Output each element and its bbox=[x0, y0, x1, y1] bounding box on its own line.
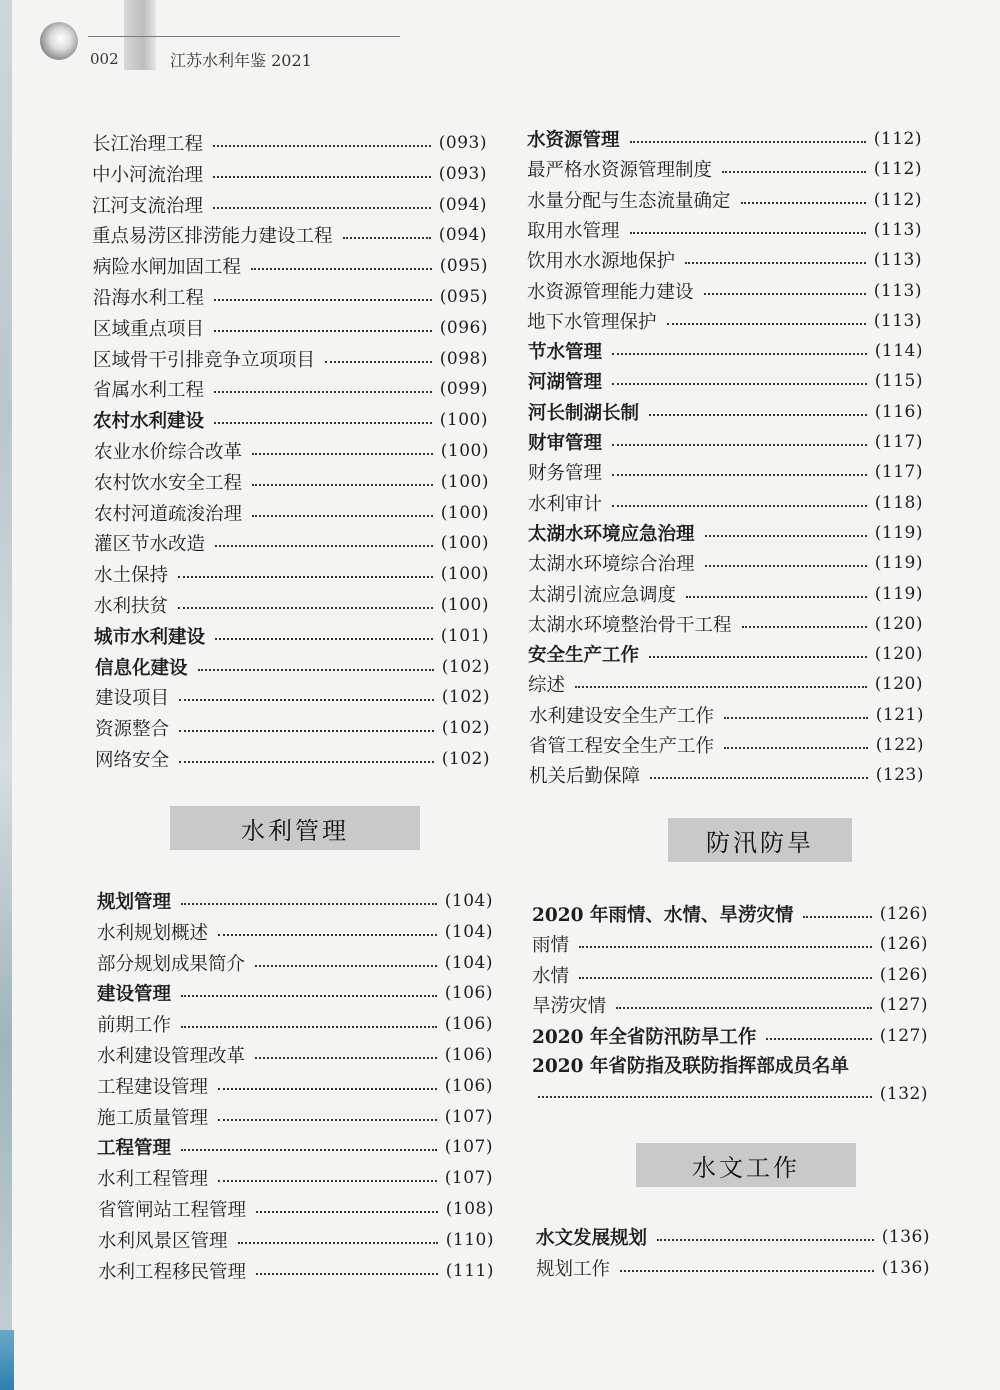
toc-leader-dots bbox=[179, 761, 434, 763]
toc-leader-dots bbox=[686, 596, 867, 598]
toc-entry bbox=[528, 397, 923, 427]
toc-entry-page: (120) bbox=[874, 674, 923, 695]
toc-entry bbox=[93, 282, 488, 312]
toc-entry bbox=[527, 245, 922, 275]
toc-leader-dots bbox=[705, 565, 867, 567]
toc-entry bbox=[95, 682, 490, 712]
toc-entry bbox=[95, 744, 490, 774]
toc-entry-page: (094) bbox=[438, 194, 487, 215]
toc-leader-dots bbox=[179, 730, 434, 732]
toc-leader-dots bbox=[178, 607, 433, 609]
toc-leader-dots bbox=[612, 444, 867, 446]
toc-entry-page: (126) bbox=[879, 934, 928, 955]
toc-entry-title: 资源整合 bbox=[95, 719, 170, 741]
toc-entry-page: (113) bbox=[873, 219, 922, 240]
toc-entry bbox=[95, 652, 490, 682]
toc-entry bbox=[94, 436, 489, 466]
toc-entry-title: 长江治理工程 bbox=[92, 134, 204, 155]
toc-entry bbox=[528, 609, 923, 639]
toc-leader-dots bbox=[213, 176, 431, 178]
toc-entry bbox=[527, 215, 922, 245]
toc-entry bbox=[528, 427, 923, 457]
toc-entry-title: 建设管理 bbox=[97, 984, 172, 1006]
toc-entry-title: 水资源管理 bbox=[527, 130, 620, 151]
toc-leader-dots bbox=[657, 1239, 874, 1241]
toc-entry-page: (101) bbox=[440, 625, 489, 646]
toc-entry-page: (106) bbox=[444, 1075, 493, 1096]
toc-entry-page: (113) bbox=[873, 250, 922, 271]
toc-entry bbox=[97, 1102, 493, 1132]
toc-entry-page: (106) bbox=[444, 1014, 493, 1035]
toc-entry-page: (120) bbox=[874, 613, 923, 634]
toc-entry bbox=[528, 336, 923, 366]
toc-entry-title: 水量分配与生态流量确定 bbox=[527, 190, 731, 212]
toc-entry bbox=[98, 1225, 494, 1255]
toc-entry-page: (115) bbox=[874, 371, 923, 392]
toc-entry-title: 病险水闸加固工程 bbox=[93, 257, 242, 279]
toc-entry-page: (123) bbox=[875, 765, 924, 786]
toc-entry bbox=[97, 886, 493, 916]
toc-entry-title: 农村河道疏浚治理 bbox=[94, 503, 243, 525]
toc-entry-title: 安全生产工作 bbox=[528, 645, 640, 667]
toc-entry bbox=[98, 1194, 494, 1224]
toc-entry-page: (100) bbox=[440, 533, 489, 554]
toc-leader-dots bbox=[685, 262, 866, 264]
toc-entry-title: 财审管理 bbox=[528, 433, 603, 454]
toc-leader-dots bbox=[215, 545, 433, 547]
toc-entry bbox=[536, 1253, 930, 1283]
toc-entry-page: (100) bbox=[440, 595, 489, 615]
toc-entry bbox=[92, 190, 487, 220]
toc-entry-title: 网络安全 bbox=[95, 750, 170, 771]
toc-leader-dots bbox=[649, 656, 867, 658]
toc-leader-dots bbox=[612, 474, 867, 476]
toc-leader-dots bbox=[579, 946, 872, 948]
toc-entry-title: 工程建设管理 bbox=[97, 1076, 209, 1098]
toc-leader-dots bbox=[616, 1007, 872, 1009]
toc-leader-dots bbox=[724, 747, 868, 749]
toc-entry-page: (113) bbox=[873, 310, 922, 331]
toc-entry-title: 中小河流治理 bbox=[92, 164, 204, 186]
toc-entry bbox=[532, 899, 928, 929]
toc-entry bbox=[536, 1222, 930, 1252]
header-decoration bbox=[124, 0, 156, 70]
toc-entry-title: 部分规划成果简介 bbox=[97, 953, 246, 975]
toc-entry bbox=[527, 276, 922, 306]
toc-entry bbox=[97, 1163, 493, 1193]
toc-leader-dots bbox=[213, 207, 431, 209]
toc-entry-title: 水利工程移民管理 bbox=[98, 1261, 247, 1283]
toc-leader-dots bbox=[742, 626, 867, 628]
toc-leader-dots bbox=[215, 638, 433, 640]
toc-leader-dots bbox=[325, 361, 432, 363]
toc-leader-dots bbox=[179, 699, 434, 701]
toc-entry bbox=[97, 948, 493, 978]
toc-entry-page: (100) bbox=[440, 564, 489, 585]
toc-entry-title: 水利扶贫 bbox=[94, 596, 169, 617]
toc-entry-page: (127) bbox=[879, 995, 928, 1016]
toc-entry-page: (126) bbox=[879, 904, 928, 924]
toc-entry bbox=[97, 1132, 493, 1162]
toc-entry bbox=[93, 251, 488, 281]
toc-leader-dots bbox=[214, 299, 432, 301]
toc-entry-title: 前期工作 bbox=[97, 1015, 172, 1037]
toc-leader-dots bbox=[252, 515, 433, 517]
toc-entry bbox=[93, 405, 488, 435]
toc-entry-page: (126) bbox=[879, 964, 928, 985]
toc-leader-dots bbox=[803, 916, 871, 918]
page-edge-accent bbox=[0, 1330, 14, 1390]
toc-entry bbox=[527, 124, 922, 154]
toc-entry-title: 水利风景区管理 bbox=[98, 1230, 228, 1252]
toc-leader-dots bbox=[181, 1149, 437, 1151]
toc-entry-title: 太湖水环境综合治理 bbox=[528, 554, 695, 576]
toc-entry bbox=[92, 128, 487, 158]
toc-entry-title: 水利建设管理改革 bbox=[97, 1046, 246, 1067]
toc-entry-title: 省属水利工程 bbox=[93, 380, 205, 402]
section-banner-water-management: 水利管理 bbox=[170, 806, 420, 850]
toc-entry-title: 重点易涝区排涝能力建设工程 bbox=[92, 226, 333, 248]
toc-entry-page: (104) bbox=[444, 921, 493, 942]
toc-entry bbox=[94, 559, 489, 589]
toc-entry-title: 施工质量管理 bbox=[97, 1107, 209, 1129]
toc-entry-page: (100) bbox=[440, 441, 489, 461]
toc-entry-page: (095) bbox=[439, 287, 488, 307]
toc-leader-dots bbox=[722, 171, 866, 173]
toc-entry-page: (107) bbox=[444, 1168, 493, 1189]
toc-leader-dots bbox=[741, 202, 866, 204]
toc-entry-continuation bbox=[538, 1079, 928, 1109]
toc-entry-page: (093) bbox=[438, 163, 487, 184]
toc-entry-page: (107) bbox=[444, 1137, 493, 1158]
toc-entry-page: (112) bbox=[873, 189, 922, 210]
toc-entry-page: (107) bbox=[444, 1106, 493, 1127]
toc-entry bbox=[98, 1256, 494, 1286]
toc-entry-title: 水文发展规划 bbox=[536, 1228, 648, 1249]
toc-entry bbox=[527, 154, 922, 184]
toc-entry-page: (122) bbox=[875, 735, 924, 755]
toc-entry-title: 太湖水环境应急治理 bbox=[528, 523, 695, 545]
toc-entry-page: (119) bbox=[874, 522, 923, 543]
toc-leader-dots bbox=[255, 965, 437, 967]
toc-leader-dots bbox=[213, 145, 431, 147]
toc-entry bbox=[528, 669, 923, 699]
toc-entry-title: 水利审计 bbox=[528, 493, 603, 515]
toc-leader-dots bbox=[724, 717, 868, 719]
toc-entry-page: (136) bbox=[881, 1227, 930, 1247]
toc-entry bbox=[528, 548, 923, 578]
toc-entry-page: (120) bbox=[874, 644, 923, 665]
toc-entry-title: 取用水管理 bbox=[527, 220, 620, 242]
toc-entry bbox=[529, 730, 924, 760]
toc-entry-page: (114) bbox=[874, 341, 923, 362]
toc-entry-title: 区域重点项目 bbox=[93, 318, 205, 340]
toc-entry bbox=[528, 579, 923, 609]
toc-entry-title: 最严格水资源管理制度 bbox=[527, 160, 713, 182]
toc-leader-dots bbox=[579, 977, 872, 979]
book-title: 江苏水利年鉴 2021 bbox=[170, 51, 312, 70]
toc-entry-title: 2020 年雨情、水情、旱涝灾情 bbox=[532, 905, 794, 926]
disc-logo-icon bbox=[40, 22, 78, 60]
toc-entry-title: 太湖引流应急调度 bbox=[528, 584, 677, 606]
toc-entry-title: 地下水管理保护 bbox=[527, 311, 657, 333]
toc-entry bbox=[94, 590, 489, 620]
toc-entry bbox=[97, 1040, 493, 1070]
toc-entry-title: 省管闸站工程管理 bbox=[98, 1200, 247, 1221]
toc-leader-dots bbox=[218, 1119, 437, 1121]
toc-leader-dots bbox=[575, 686, 867, 688]
toc-leader-dots bbox=[178, 576, 433, 578]
toc-entry-title: 旱涝灾情 bbox=[532, 996, 607, 1018]
toc-entry bbox=[532, 960, 928, 990]
toc-leader-dots bbox=[181, 903, 437, 905]
toc-entry-page: (098) bbox=[439, 348, 488, 369]
toc-leader-dots bbox=[218, 1088, 437, 1090]
toc-entry-page: (119) bbox=[874, 583, 923, 604]
toc-entry-title: 信息化建设 bbox=[95, 657, 188, 679]
toc-entry bbox=[528, 488, 923, 518]
toc-leader-dots bbox=[256, 1211, 438, 1213]
toc-entry bbox=[97, 1071, 493, 1101]
toc-entry bbox=[529, 760, 924, 790]
toc-entry-title: 河湖管理 bbox=[528, 372, 603, 394]
toc-entry-title: 江河支流治理 bbox=[92, 195, 204, 217]
toc-entry bbox=[92, 220, 487, 250]
toc-entry-title: 水资源管理能力建设 bbox=[527, 281, 694, 303]
toc-entry-page: (110) bbox=[445, 1229, 494, 1250]
toc-leader-dots bbox=[705, 535, 867, 537]
toc-entry-title: 农业水价综合改革 bbox=[94, 442, 243, 463]
toc-entry-title: 2020 年全省防汛防旱工作 bbox=[532, 1026, 757, 1048]
toc-leader-dots bbox=[251, 268, 432, 270]
toc-entry bbox=[527, 306, 922, 336]
section-banner-hydrology: 水文工作 bbox=[636, 1143, 856, 1187]
toc-entry-page: (121) bbox=[875, 704, 924, 725]
toc-entry-page: (111) bbox=[445, 1260, 494, 1281]
toc-entry bbox=[528, 518, 923, 548]
toc-entry-page: (136) bbox=[881, 1258, 930, 1278]
toc-leader-dots bbox=[252, 453, 433, 455]
toc-entry bbox=[94, 467, 489, 497]
toc-entry-title: 财务管理 bbox=[528, 463, 603, 485]
toc-leader-dots bbox=[218, 934, 437, 936]
toc-entry-title: 水利工程管理 bbox=[97, 1169, 209, 1191]
toc-entry bbox=[528, 366, 923, 396]
toc-entry-page: (095) bbox=[439, 256, 488, 277]
toc-entry bbox=[97, 917, 493, 947]
toc-entry-page: (093) bbox=[438, 133, 487, 153]
toc-entry-title: 规划工作 bbox=[536, 1259, 611, 1280]
toc-leader-dots bbox=[181, 995, 437, 997]
toc-entry bbox=[528, 639, 923, 669]
toc-entry-page: (112) bbox=[873, 159, 922, 180]
toc-leader-dots bbox=[650, 777, 868, 779]
toc-entry bbox=[94, 621, 489, 651]
toc-entry bbox=[93, 374, 488, 404]
toc-leader-dots bbox=[214, 391, 432, 393]
toc-entry-title: 水利建设安全生产工作 bbox=[529, 705, 715, 727]
toc-entry-page: (102) bbox=[441, 718, 490, 739]
toc-entry bbox=[92, 159, 487, 189]
toc-entry-page: (102) bbox=[441, 687, 490, 708]
toc-entry bbox=[94, 528, 489, 558]
toc-entry-title: 农村水利建设 bbox=[93, 411, 205, 433]
toc-entry bbox=[527, 185, 922, 215]
toc-leader-dots bbox=[630, 232, 866, 234]
toc-entry-title: 区域骨干引排竞争立项项目 bbox=[93, 349, 316, 371]
toc-entry-title: 河长制湖长制 bbox=[528, 402, 640, 424]
toc-entry-page: (119) bbox=[874, 553, 923, 574]
toc-entry-title: 机关后勤保障 bbox=[529, 766, 641, 788]
toc-leader-dots bbox=[238, 1242, 438, 1244]
toc-entry-title: 工程管理 bbox=[97, 1138, 172, 1160]
toc-entry-title: 节水管理 bbox=[528, 342, 603, 364]
toc-leader-dots bbox=[704, 293, 866, 295]
toc-entry-title: 建设项目 bbox=[95, 688, 170, 710]
toc-entry-title: 太湖水环境整治骨干工程 bbox=[528, 614, 732, 636]
toc-entry bbox=[528, 457, 923, 487]
toc-entry-page: (106) bbox=[444, 983, 493, 1004]
toc-entry-title: 2020 年省防指及联防指挥部成员名单 bbox=[532, 1056, 849, 1077]
toc-entry-title: 灌区节水改造 bbox=[94, 534, 206, 556]
toc-entry-page: (096) bbox=[439, 317, 488, 338]
toc-leader-dots bbox=[214, 330, 432, 332]
toc-entry-page: (117) bbox=[874, 432, 923, 452]
toc-leader-dots bbox=[255, 1057, 437, 1059]
toc-entry bbox=[94, 498, 489, 528]
toc-entry-page: (100) bbox=[440, 471, 489, 492]
toc-leader-dots bbox=[612, 505, 867, 507]
toc-leader-dots bbox=[649, 414, 867, 416]
toc-entry-page: (102) bbox=[441, 656, 490, 677]
toc-leader-dots bbox=[612, 383, 867, 385]
toc-entry-title: 水情 bbox=[532, 965, 570, 987]
page-edge-strip bbox=[0, 0, 12, 1390]
toc-entry-page: (100) bbox=[440, 502, 489, 523]
toc-entry bbox=[532, 990, 928, 1020]
toc-entry bbox=[97, 1009, 493, 1039]
toc-entry-title: 水土保持 bbox=[94, 565, 169, 587]
toc-entry bbox=[532, 1021, 928, 1051]
toc-leader-dots bbox=[538, 1096, 872, 1098]
toc-entry-page: (116) bbox=[874, 401, 923, 422]
toc-entry-title: 雨情 bbox=[532, 935, 570, 957]
toc-entry-page: (127) bbox=[879, 1025, 928, 1046]
toc-leader-dots bbox=[612, 353, 867, 355]
toc-entry-title: 沿海水利工程 bbox=[93, 288, 205, 309]
toc-leader-dots bbox=[620, 1270, 874, 1272]
toc-entry-page: (104) bbox=[444, 891, 493, 911]
toc-entry bbox=[93, 344, 488, 374]
toc-leader-dots bbox=[181, 1026, 437, 1028]
toc-entry bbox=[529, 700, 924, 730]
page-number: 002 bbox=[90, 50, 119, 68]
toc-leader-dots bbox=[214, 422, 432, 424]
toc-leader-dots bbox=[218, 1180, 437, 1182]
toc-entry bbox=[97, 978, 493, 1008]
toc-entry bbox=[532, 929, 928, 959]
toc-entry-title: 农村饮水安全工程 bbox=[94, 472, 243, 494]
toc-entry bbox=[93, 313, 488, 343]
toc-entry-title: 饮用水水源地保护 bbox=[527, 251, 676, 273]
toc-leader-dots bbox=[198, 669, 434, 671]
toc-entry-title: 综述 bbox=[528, 675, 566, 697]
toc-entry-page: (118) bbox=[874, 492, 923, 513]
toc-entry-page: (117) bbox=[874, 462, 923, 483]
toc-entry-page: (100) bbox=[439, 410, 488, 431]
header-rule bbox=[88, 36, 400, 37]
section-banner-flood-control: 防汛防旱 bbox=[668, 818, 852, 862]
toc-entry-page: (099) bbox=[439, 379, 488, 400]
toc-entry-page: (094) bbox=[438, 225, 487, 246]
toc-entry-page: (132) bbox=[879, 1084, 928, 1104]
toc-leader-dots bbox=[766, 1038, 871, 1040]
toc-entry-title: 规划管理 bbox=[97, 892, 172, 913]
toc-leader-dots bbox=[667, 323, 866, 325]
toc-entry-title: 省管工程安全生产工作 bbox=[529, 736, 715, 757]
toc-entry-page: (112) bbox=[873, 129, 922, 149]
toc-entry-page: (106) bbox=[444, 1045, 493, 1065]
toc-entry-title: 水利规划概述 bbox=[97, 922, 209, 944]
toc-entry-title: 城市水利建设 bbox=[94, 626, 206, 648]
toc-entry-page: (113) bbox=[873, 280, 922, 301]
toc-entry-page: (108) bbox=[445, 1199, 494, 1219]
toc-leader-dots bbox=[256, 1273, 438, 1275]
toc-leader-dots bbox=[630, 141, 866, 143]
toc-entry-page: (102) bbox=[441, 749, 490, 769]
toc-leader-dots bbox=[252, 484, 433, 486]
toc-leader-dots bbox=[343, 237, 431, 239]
toc-entry bbox=[95, 713, 490, 743]
toc-entry-page: (104) bbox=[444, 952, 493, 973]
